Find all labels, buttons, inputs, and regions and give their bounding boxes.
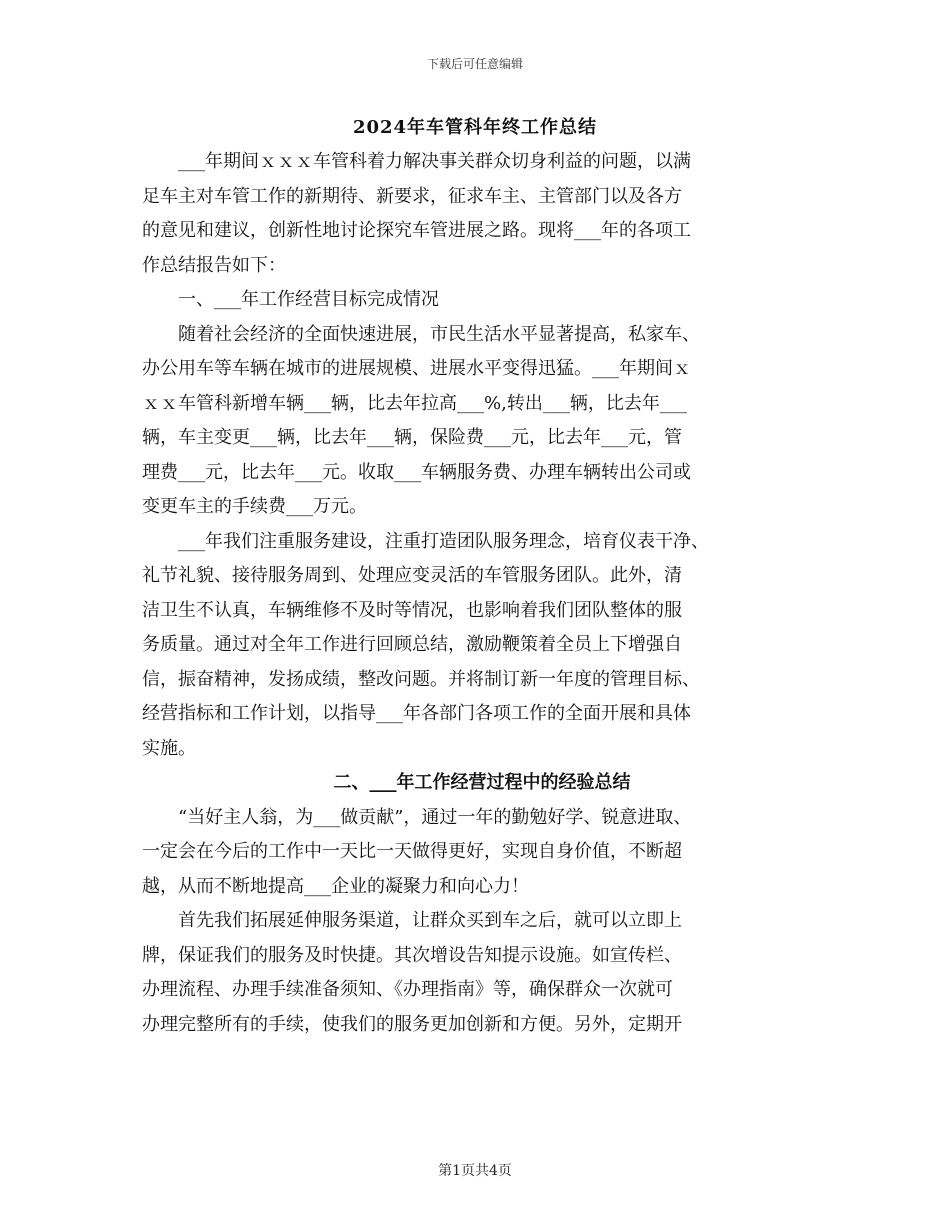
section-heading: 二、___年工作经营过程中的经验总结 — [333, 772, 631, 793]
body-line: 经营指标和工作计划，以指导___年各部门各项工作的全面开展和具体 — [142, 703, 691, 724]
body-line: ___年我们注重服务建设，注重打造团队服务理念，培育仪表干净、 — [142, 530, 709, 552]
body-line: 辆，车主变更___辆，比去年___辆，保险费___元，比去年___元，管 — [142, 427, 682, 448]
body-line: 一、___年工作经营目标完成情况 — [142, 289, 439, 310]
body-line: 办理完整所有的手续，使我们的服务更加创新和方便。另外，定期开 — [142, 1013, 682, 1035]
body-line: ___年期间ｘｘｘ车管科着力解决事关群众切身利益的问题，以满 — [142, 151, 691, 172]
body-line: 作总结报告如下： — [142, 254, 286, 276]
body-line: ｘｘ车管科新增车辆___辆，比去年拉高___%,转出___辆，比去年___ — [142, 392, 687, 414]
body-line: 足车主对车管工作的新期待、新要求，征求车主、主管部门以及各方 — [142, 185, 682, 207]
body-line: 随着社会经济的全面快速进展，市民生活水平显著提高，私家车、 — [142, 323, 700, 345]
document-body — [142, 145, 822, 1042]
body-line: 实施。 — [142, 737, 196, 759]
document-title: 2024年车管科年终工作总结 — [352, 117, 598, 138]
body-line: 办理流程、办理手续准备须知、《办理指南》等，确保群众一次就可 — [142, 979, 673, 1000]
body-line: 的意见和建议，创新性地讨论探究车管进展之路。现将___年的各项工 — [142, 220, 691, 241]
body-line: 洁卫生不认真，车辆维修不及时等情况，也影响着我们团队整体的服 — [142, 599, 682, 621]
body-line: 牌，保证我们的服务及时快捷。其次增设告知提示设施。如宣传栏、 — [142, 944, 682, 966]
body-line: 越，从而不断地提高___企业的凝聚力和向心力！ — [142, 875, 529, 897]
body-line: 变更车主的手续费___万元。 — [142, 496, 367, 517]
body-line: 一定会在今后的工作中一天比一天做得更好，实现自身价值，不断超 — [142, 841, 682, 862]
body-line: 务质量。通过对全年工作进行回顾总结，激励鞭策着全员上下增强自 — [142, 634, 682, 655]
body-line: 首先我们拓展延伸服务渠道，让群众买到车之后，就可以立即上 — [142, 910, 682, 931]
body-line: 礼节礼貌、接待服务周到、处理应变灵活的车管服务团队。此外，清 — [142, 565, 682, 586]
body-line: 信，振奋精神，发扬成绩，整改问题。并将制订新一年度的管理目标、 — [142, 668, 700, 690]
page-footer: 第1页共4页 — [438, 1163, 512, 1179]
body-line: “当好主人翁，为___做贡献”，通过一年的勤勉好学、锐意进取、 — [142, 806, 692, 828]
body-line: 办公用车等车辆在城市的进展规模、进展水平变得迅猛。___年期间ｘ — [142, 358, 691, 379]
header-note: 下载后可任意编辑 — [426, 57, 523, 71]
body-line: 理费___元，比去年___元。收取___车辆服务费、办理车辆转出公司或 — [142, 461, 691, 483]
